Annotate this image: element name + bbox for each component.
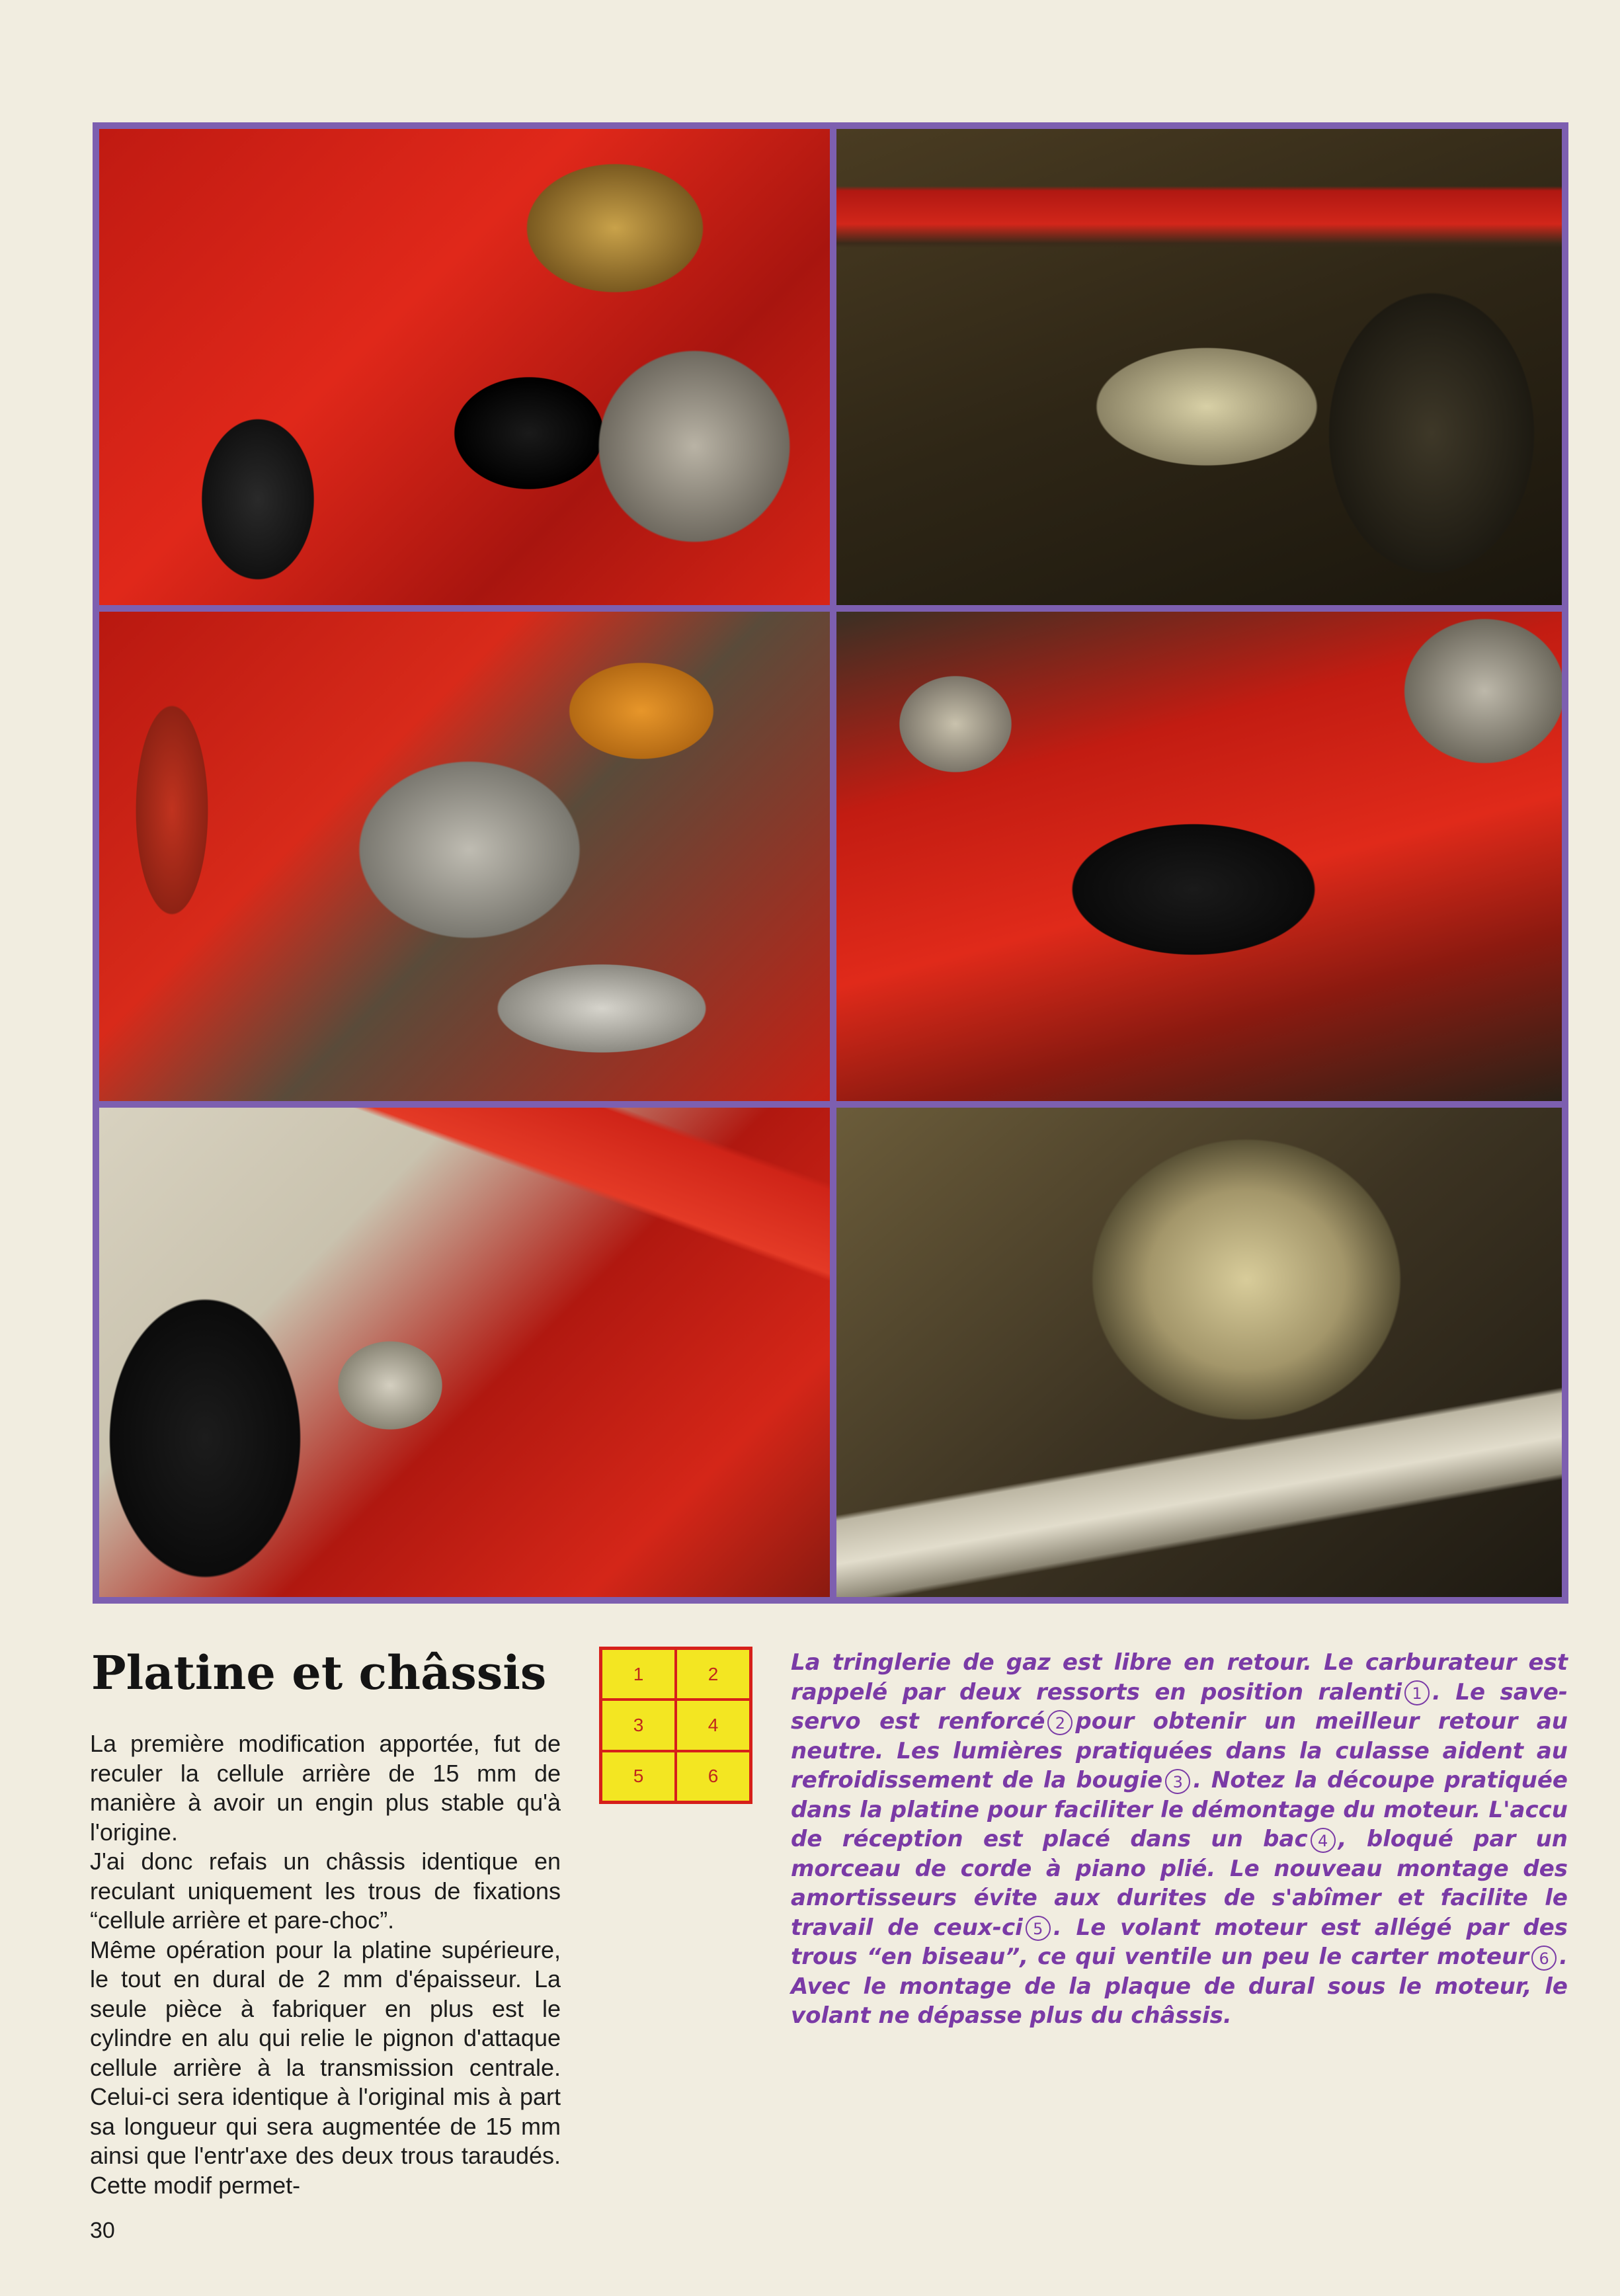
photo-flywheel (836, 1108, 1562, 1597)
article-paragraph: J'ai donc refais un châssis identique en reculant uniquement les trous de fixations “cellule arrière et pare-choc”. (90, 1848, 561, 1934)
legend-cell-6: 6 (676, 1751, 750, 1802)
caption-text: La tringlerie de gaz est libre en retour. Le carburateur est rappelé par deux ressorts en position ralenti (791, 1649, 1568, 1705)
article-paragraph: La première modification apportée, fut de reculer la cellule arrière de 15 mm de manière à avoir un engin plus stable qu'à l'origine. (90, 1730, 561, 1846)
photo-caption (791, 1648, 1568, 2031)
ref-number-6: 6 (1531, 1946, 1557, 1971)
caption-text: . Le volant moteur est allégé par des trous “en biseau”, ce qui ventile un peu le carter moteur (791, 1914, 1568, 1970)
article-paragraph: Même opération pour la platine supérieure, le tout en dural de 2 mm d'épaisseur. La seule pièce à fabriquer en plus est le cylindre en alu qui relie le pignon d'attaque cellule arrière à la transmission centrale. Celui-ci sera identique à l'original mis à part sa longueur qui sera augmentée de 15 mm ainsi que l'entr'axe des deux trous taraudés. Cette modif permet- (90, 1936, 561, 2199)
article-title: Platine et châssis (91, 1645, 547, 1700)
legend-cell-3: 3 (601, 1700, 676, 1750)
ref-number-5: 5 (1026, 1916, 1051, 1941)
caption-text: . Avec le montage de la plaque de dural sous le moteur, le volant ne dépasse plus du châssis. (791, 1944, 1568, 2029)
caption-text: . Le save-servo est renforcé (791, 1678, 1568, 1735)
page-number: 30 (90, 2218, 115, 2243)
ref-number-2: 2 (1047, 1710, 1073, 1735)
photo-legend-grid (599, 1647, 752, 1804)
photo-save-servo (836, 129, 1562, 605)
photo-engine-cylinder-head (99, 612, 830, 1101)
photo-throttle-linkage (99, 129, 830, 605)
photo-battery-tray (836, 612, 1562, 1101)
caption-text: . Notez la découpe pratiquée dans la platine pour faciliter le démontage du moteur. L'accu de réception est placé dans un bac (791, 1767, 1568, 1852)
ref-number-4: 4 (1311, 1828, 1336, 1853)
legend-cell-2: 2 (676, 1649, 750, 1700)
photo-grid (93, 122, 1568, 1604)
caption-text: , bloqué par un morceau de corde à piano plié. Le nouveau montage des amortisseurs évite aux durites de s'abîmer et facilite le travail de ceux-ci (791, 1826, 1568, 1941)
ref-number-1: 1 (1404, 1680, 1430, 1705)
photo-shock-absorbers (99, 1108, 830, 1597)
ref-number-3: 3 (1165, 1769, 1190, 1794)
caption-text: pour obtenir un meilleur retour au neutre. Les lumières pratiquées dans la culasse aident au refroidissement de la bougie (791, 1708, 1568, 1793)
legend-cell-1: 1 (601, 1649, 676, 1700)
legend-cell-5: 5 (601, 1751, 676, 1802)
article-body (90, 1729, 561, 2200)
legend-cell-4: 4 (676, 1700, 750, 1750)
